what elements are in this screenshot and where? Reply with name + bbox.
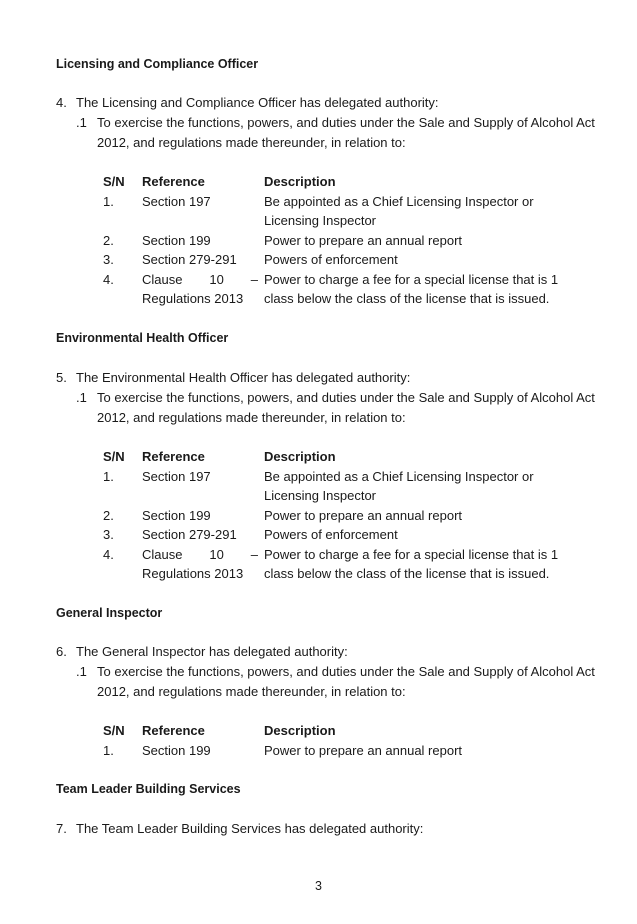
table-row [103,741,583,761]
cell-sn: 2. [103,507,114,523]
delegation-table [103,447,583,584]
paragraph-number: 6. [56,644,67,659]
cell-sn: 1. [103,742,114,758]
cell-sn: 4. [103,546,114,562]
header-sn: S/N [103,449,125,464]
paragraph-text: The Licensing and Compliance Officer has delegated authority: [76,95,439,110]
numbered-paragraph [56,642,596,662]
cell-description: Powers of enforcement [264,252,398,267]
delegation-table [103,721,583,760]
sub-paragraph-text: To exercise the functions, powers, and duties under the Sale and Supply of Alcohol Act 2012, and regulations made thereunder, in relation to: [97,390,595,425]
sub-paragraph-number: .1 [76,664,87,679]
paragraph-text: The Environmental Health Officer has delegated authority: [76,370,411,385]
table-row [103,525,583,545]
table-header-row [103,447,583,467]
numbered-paragraph [56,819,596,839]
table-row [103,231,583,251]
clause-reference [142,270,264,290]
numbered-paragraph [56,368,596,388]
header-description: Description [264,174,336,189]
header-description: Description [264,449,336,464]
cell-sn: 1. [103,193,114,209]
header-sn: S/N [103,723,125,738]
cell-sn: 4. [103,271,114,287]
header-reference: Reference [142,174,205,189]
table-row [103,250,583,270]
header-sn: S/N [103,174,125,189]
paragraph-number: 5. [56,370,67,385]
paragraph-number: 4. [56,95,67,110]
sub-paragraph-text: To exercise the functions, powers, and duties under the Sale and Supply of Alcohol Act 2012, and regulations made thereunder, in relation to: [97,664,595,699]
sub-paragraph [76,388,596,427]
clause-regulations: Regulations 2013 [142,291,244,306]
cell-reference: Section 279-291 [142,527,237,542]
paragraph-number: 7. [56,821,67,836]
cell-description: Power to charge a fee for a special license that is 1 class below the class of the license that is issued. [264,271,559,306]
header-reference: Reference [142,723,205,738]
table-row [103,270,583,309]
section-heading: Licensing and Compliance Officer [56,57,259,71]
table-header-row [103,172,583,192]
sub-paragraph [76,662,596,701]
cell-reference: Section 199 [142,742,211,758]
table-header-row [103,721,583,741]
header-description: Description [264,723,336,738]
section-heading: General Inspector [56,606,163,620]
cell-description: Power to prepare an annual report [264,507,463,523]
cell-reference: Section 199 [142,507,211,523]
header-reference: Reference [142,449,205,464]
table-row [103,192,583,231]
sub-paragraph-number: .1 [76,115,87,130]
cell-reference: Section 279-291 [142,252,237,267]
cell-sn: 3. [103,252,114,267]
clause-number: 10 [209,271,224,287]
cell-reference: Section 197 [142,193,211,209]
clause-word: Clause [142,546,183,562]
clause-dash: – [250,271,258,287]
cell-reference: Section 197 [142,468,211,484]
cell-sn: 2. [103,232,114,248]
cell-sn: 3. [103,527,114,542]
clause-number: 10 [209,546,224,562]
page-number: 3 [315,879,322,893]
clause-regulations: Regulations 2013 [142,566,244,581]
cell-description: Be appointed as a Chief Licensing Inspector or Licensing Inspector [264,193,534,228]
table-row [103,545,583,584]
table-row [103,467,583,506]
sub-paragraph-number: .1 [76,390,87,405]
clause-reference [142,545,264,565]
cell-description: Power to prepare an annual report [264,742,463,758]
delegation-table [103,172,583,309]
cell-description: Powers of enforcement [264,527,398,542]
sub-paragraph [76,113,596,152]
cell-description: Power to charge a fee for a special license that is 1 class below the class of the license that is issued. [264,546,559,581]
numbered-paragraph [56,93,596,113]
cell-sn: 1. [103,468,114,484]
clause-word: Clause [142,271,183,287]
table-row [103,506,583,526]
section-heading: Environmental Health Officer [56,331,229,345]
clause-dash: – [250,546,258,562]
cell-reference: Section 199 [142,232,211,248]
section-heading: Team Leader Building Services [56,782,241,796]
paragraph-text: The General Inspector has delegated authority: [76,644,348,659]
cell-reference [142,545,264,584]
cell-description: Be appointed as a Chief Licensing Inspector or Licensing Inspector [264,468,534,503]
cell-description: Power to prepare an annual report [264,232,463,248]
paragraph-text: The Team Leader Building Services has delegated authority: [76,821,424,836]
cell-reference [142,270,264,309]
sub-paragraph-text: To exercise the functions, powers, and duties under the Sale and Supply of Alcohol Act 2012, and regulations made thereunder, in relation to: [97,115,595,150]
